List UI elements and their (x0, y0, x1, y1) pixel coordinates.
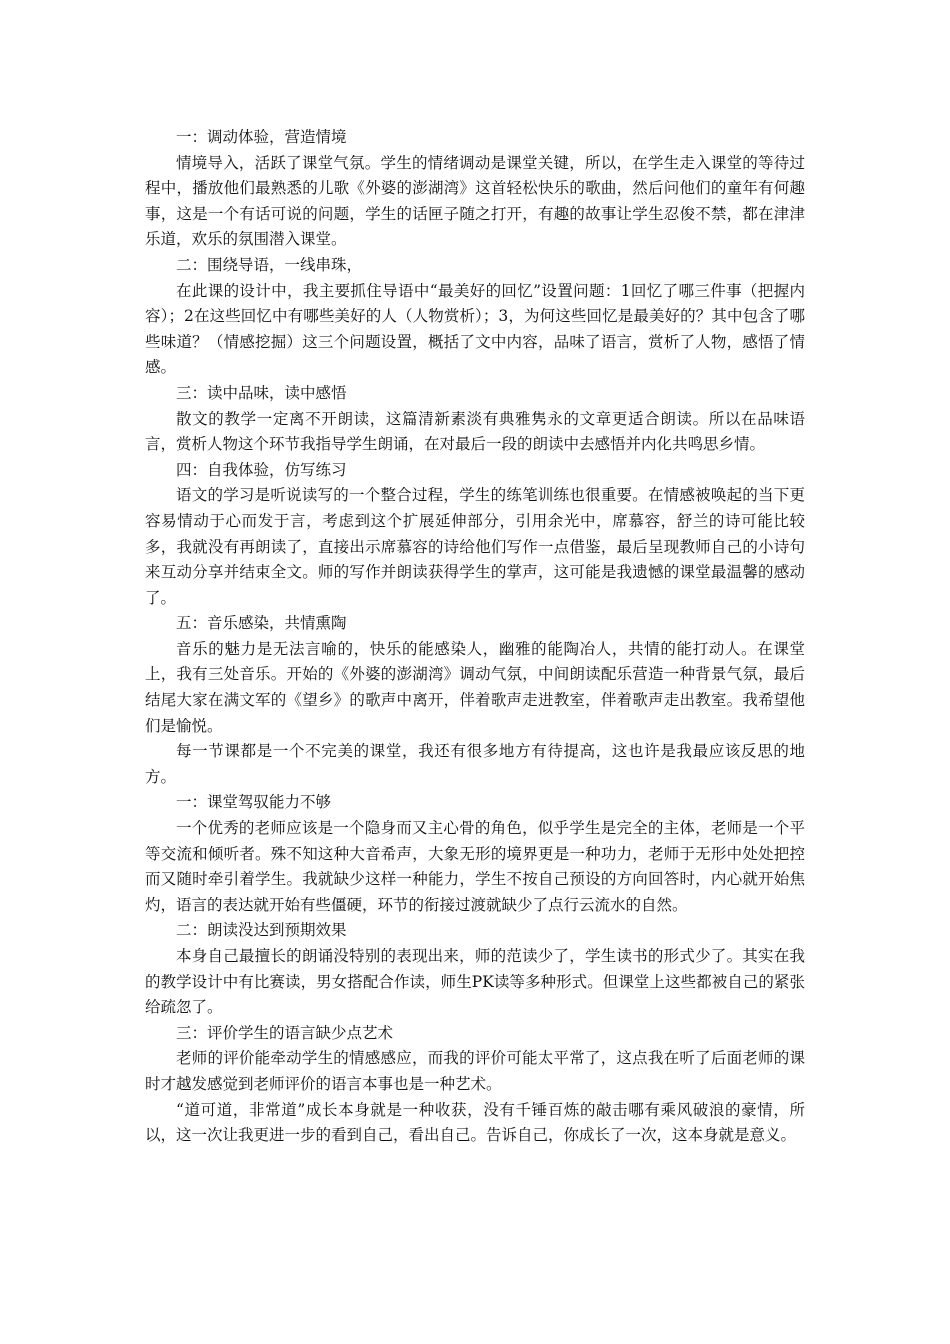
paragraph: 音乐的魅力是无法言喻的，快乐的能感染人，幽雅的能陶冶人，共情的能打动人。在课堂上，我有三处音乐。开始的《外婆的澎湖湾》调动气氛，中间朗读配乐营造一种背景气氛，最后结尾大家在满文军的《望乡》的歌声中离开，伴着歌声走进教室，伴着歌声走出教室。我希望他们是愉悦。 (145, 639, 805, 735)
heading-3-reading: 三：读中品味，读中感悟 (176, 383, 347, 402)
heading-4-writing-practice: 四：自我体验，仿写练习 (176, 460, 347, 479)
paragraph: 本身自己最擅长的朗诵没特别的表现出来，师的范读少了，学生读书的形式少了。其实在我的教学设计中有比赛读，男女搭配合作读，师生PK读等多种形式。但课堂上这些都被自己的紧张给疏忽了。 (145, 947, 805, 1017)
paragraph: 一个优秀的老师应该是一个隐身而又主心骨的角色，似乎学生是完全的主体，老师是一个平等交流和倾听者。殊不知这种大音希声，大象无形的境界更是一种功力，老师于无形中处处把控而又随时牵引着学生。我就缺少这样一种能力，学生不按自己预设的方向回答时，内心就开始焦灼，语言的表达就开始有些僵硬，环节的衔接过渡就缺少了点行云流水的自然。 (145, 819, 805, 914)
heading-reflection-2: 二：朗读没达到预期效果 (176, 921, 347, 940)
paragraph: 在此课的设计中，我主要抓住导语中“最美好的回忆”设置问题：1回忆了哪三件事（把握内容）；2在这些回忆中有哪些美好的人（人物赏析）；3，为何这些回忆是最美好的？其中包含了哪些味道？（情感挖掘）这三个问题设置，概括了文中内容，品味了语言，赏析了人物，感悟了情感。 (145, 281, 805, 377)
heading-1-mobilize-experience: 一：调动体验，营造情境 (176, 128, 347, 146)
paragraph: 老师的评价能牵动学生的情感感应，而我的评价可能太平常了，这点我在听了后面老师的课时才越发感觉到老师评价的语言本事也是一种艺术。 (145, 1049, 805, 1093)
heading-reflection-3: 三：评价学生的语言缺少点艺术 (176, 1023, 394, 1042)
paragraph: 语文的学习是听说读写的一个整合过程，学生的练笔训练也很重要。在情感被唤起的当下更容易情动于心而发于言，考虑到这个扩展延伸部分，引用余光中，席慕容，舒兰的诗可能比较多，我就没有再朗读了，直接出示席慕容的诗给他们写作一点借鉴，最后呈现教师自己的小诗句来互动分享并结束全文。师的写作并朗读获得学生的掌声，这可能是我遗憾的课堂最温馨的感动了。 (145, 486, 805, 607)
document-body (145, 125, 805, 1149)
heading-reflection-1: 一：课堂驾驭能力不够 (176, 793, 332, 812)
heading-2-lead-in: 二：围绕导语，一线串珠， (176, 255, 363, 274)
paragraph: 情境导入，活跃了课堂气氛。学生的情绪调动是课堂关键，所以，在学生走入课堂的等待过程中，播放他们最熟悉的儿歌《外婆的澎湖湾》这首轻松快乐的歌曲，然后问他们的童年有何趣事，这是一个有话可说的问题，学生的话匣子随之打开，有趣的故事让学生忍俊不禁，都在津津乐道，欢乐的氛围潜入课堂。 (145, 153, 805, 249)
heading-5-music: 五：音乐感染，共情熏陶 (176, 614, 347, 633)
paragraph: 散文的教学一定离不开朗读，这篇清新素淡有典雅隽永的文章更适合朗读。所以在品味语言，赏析人物这个环节我指导学生朗诵，在对最后一段的朗读中去感悟并内化共鸣思乡情。 (145, 409, 805, 454)
closing-paragraph: “道可道，非常道”成长本身就是一种收获，没有千锤百炼的敲击哪有乘风破浪的豪情，所以，这一次让我更进一步的看到自己，看出自己。告诉自己，你成长了一次，这本身就是意义。 (145, 1100, 805, 1145)
paragraph: 每一节课都是一个不完美的课堂，我还有很多地方有待提高，这也许是我最应该反思的地方。 (145, 742, 805, 786)
